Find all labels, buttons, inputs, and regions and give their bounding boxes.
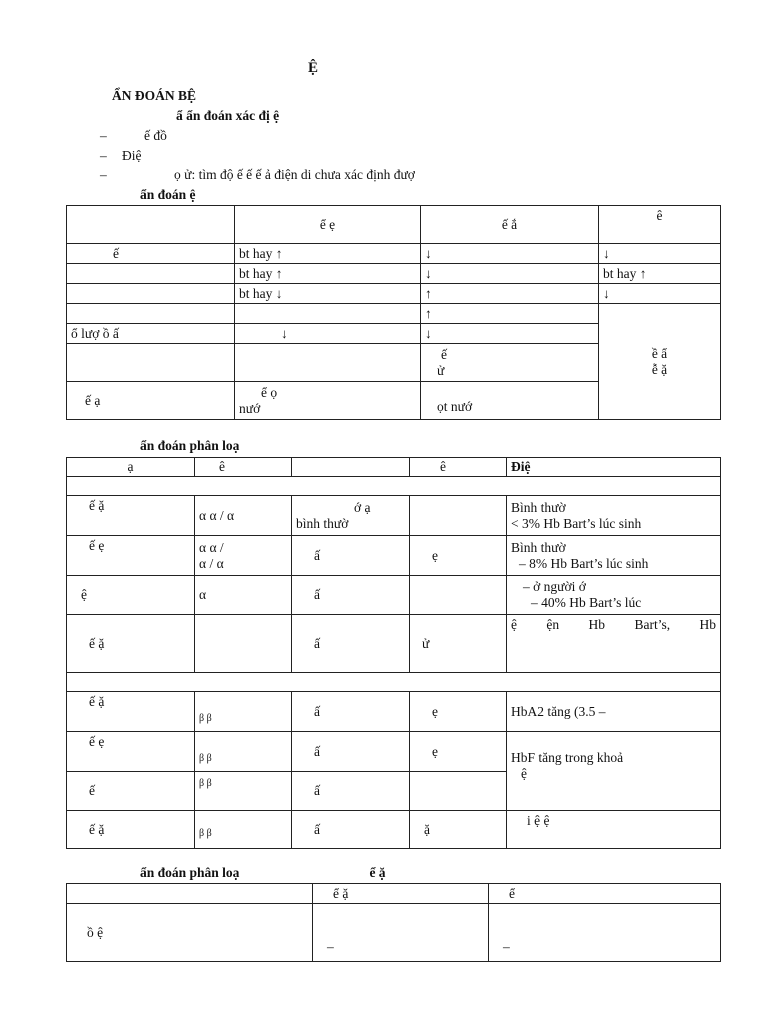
- bullet-item-1: – ế đồ: [100, 128, 167, 143]
- table-row: ↑ ề ẩ ễ ặ: [67, 304, 721, 324]
- section-heading-2: ẩn đoán phân loạ: [140, 438, 240, 453]
- page-title: Ệ: [308, 60, 319, 76]
- table-row: ế ẹ α α / α / α ấ ẹ Bình thườ – 8% Hb Bart’s lúc sinh: [67, 536, 721, 576]
- table-row: ế ặ β β ấ ẹ HbA2 tăng (3.5 –: [67, 692, 721, 732]
- table-row: ế ẹ β β ấ ẹ HbF tăng trong khoả ệ: [67, 732, 721, 772]
- merged-right-cell: ề ẩ ễ ặ: [599, 304, 721, 420]
- table-row: ế bt hay ↑ ↓ ↓: [67, 244, 721, 264]
- table-row: bt hay ↑ ↓ bt hay ↑: [67, 264, 721, 284]
- merged-hbf-cell: HbF tăng trong khoả ệ: [507, 732, 721, 811]
- table-section-row: [67, 477, 721, 496]
- table-row: ế ặ α α / α ớ ạ bình thườ Bình thườ < 3% Hb Bart’s lúc sinh: [67, 496, 721, 536]
- table-row: ế ặ ấ ử ệ ện Hb Bart’s, Hb: [67, 615, 721, 673]
- table-header-row: ạ ê ê Điệ: [67, 458, 721, 477]
- table-row: ế ặ β β ấ ặ i ệ ệ: [67, 811, 721, 849]
- table-section-row: [67, 673, 721, 692]
- table-row: ệ α ấ – ở người ớ – 40% Hb Bart’s lúc: [67, 576, 721, 615]
- table-row: ế ạ ể ọ nướ ọt nướ: [67, 382, 721, 420]
- bullet-item-3: – ọ ử: tìm độ ế ế ế ả điện di chưa xác định đượ: [100, 167, 415, 182]
- classification-table: [66, 457, 721, 849]
- table-row: ế ử: [67, 344, 721, 382]
- table-header-row: ể ẹ ế ắ ê: [67, 206, 721, 244]
- table-header-row: ể ặ ể: [67, 884, 721, 904]
- section-heading-1: ẩn đoán ệ: [140, 187, 196, 202]
- bullet-item-2: – Điệ: [100, 148, 142, 163]
- table-row: ế β β ấ: [67, 772, 721, 811]
- diagnosis-table: [66, 205, 721, 420]
- table-row: ổ lượ ồ ấ ↓ ↓: [67, 324, 721, 344]
- table-row: ồ ệ – –: [67, 904, 721, 962]
- main-heading: ẨN ĐOÁN BỆ: [112, 88, 197, 103]
- classification-table-2: [66, 883, 721, 962]
- subheading: ẩ ẩn đoán xác đị ệ: [176, 108, 280, 123]
- table-row: bt hay ↓ ↑ ↓: [67, 284, 721, 304]
- section-heading-3: ẩn đoán phân loạ ể ặ: [140, 865, 386, 880]
